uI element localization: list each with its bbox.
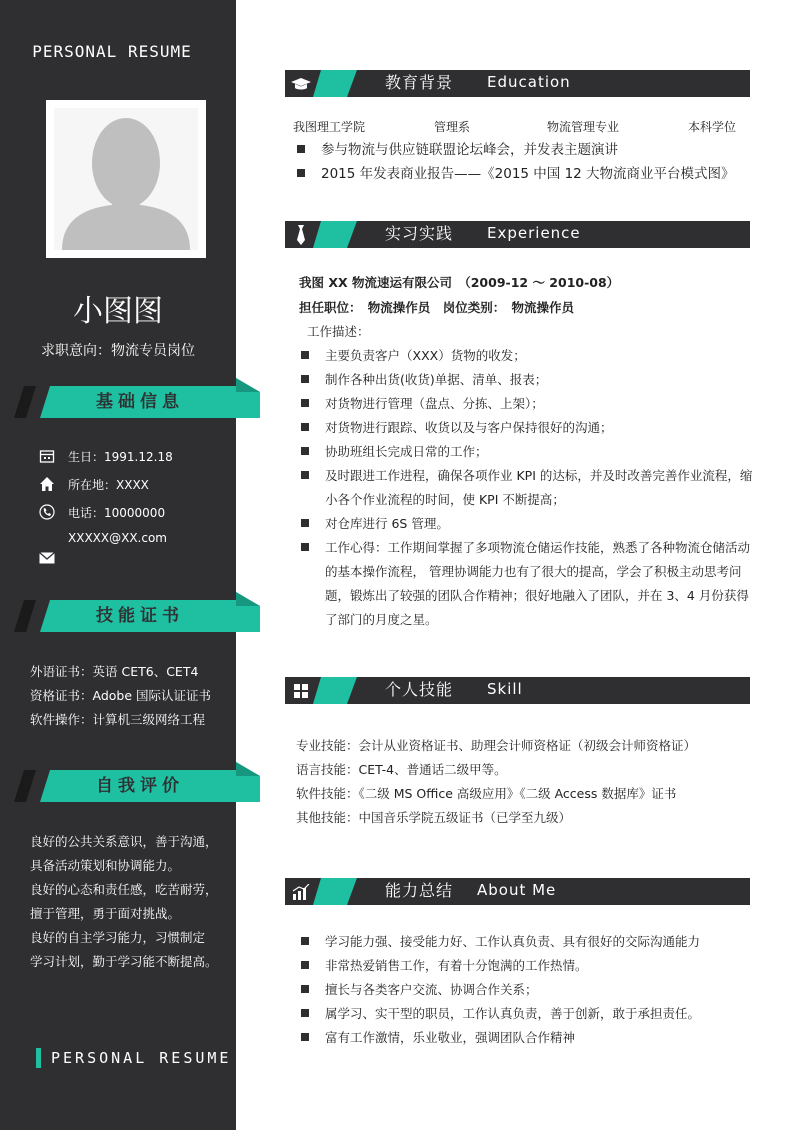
skill-header (285, 677, 750, 704)
certificates-list (30, 660, 211, 732)
skill-line: 专业技能：会计从业资格证书、助理会计师资格证（初级会计师资格证） (296, 738, 697, 753)
phone-icon (38, 503, 56, 521)
about-header (285, 878, 750, 905)
education-title-en: Education (487, 73, 571, 91)
list-item: 对仓库进行 6S 管理。 (297, 512, 759, 536)
list-item: 工作心得：工作期间掌握了多项物流仓储运作技能，熟悉了各种物流仓储活动的基本操作流程， 管理协调能力也有了很大的提高，学会了积极主动思考问题，锻炼出了较强的团队合作精神；很好地融入了团队，并在 3、4 月份获得了部门的月度之星。 (297, 536, 759, 632)
skill-list (296, 734, 696, 830)
skill-line: 其他技能：中国音乐学院五级证书（已学至九级） (296, 810, 572, 825)
certificate-line: 软件操作：计算机三级网络工程 (30, 712, 206, 727)
birthday-row (38, 446, 173, 466)
list-item: 学习能力强、接受能力好、工作认真负责、具有很好的交际沟通能力 (297, 930, 767, 954)
envelope-icon (38, 549, 56, 567)
experience-position: 担任职位： 物流操作员 岗位类别： 物流操作员 (299, 300, 575, 315)
certificate-line: 资格证书：Adobe 国际认证证书 (30, 688, 212, 703)
windows-icon (291, 681, 311, 701)
self-eval-line: 学习计划，勤于学习能不断提高。 (30, 954, 218, 969)
sidebar-top-title: PERSONAL RESUME (32, 42, 192, 61)
self-eval-banner (0, 762, 260, 806)
experience-title-en: Experience (487, 224, 581, 242)
bottom-title-text: PERSONAL RESUME (51, 1049, 232, 1067)
skill-line: 软件技能：《二级 MS Office 高级应用》《二级 Access 数据库》证书 (296, 786, 677, 801)
self-eval-line: 具备活动策划和协调能力。 (30, 858, 181, 873)
basic-info-heading: 基础信息 (96, 392, 184, 412)
bar-chart-icon (291, 882, 311, 902)
experience-items (297, 344, 759, 632)
sidebar-bottom-title (36, 1048, 231, 1068)
self-eval-line: 良好的公共关系意识，善于沟通， (30, 834, 218, 849)
education-items (293, 138, 793, 186)
experience-header (285, 221, 750, 248)
education-department: 管理系 (434, 120, 471, 134)
email-text: XXXXX@XX.com (68, 531, 167, 545)
location-text: 所在地：XXXX (68, 477, 149, 492)
self-eval-line: 良好的自主学习能力，习惯制定 (30, 930, 206, 945)
calendar-icon (38, 447, 56, 465)
experience-company: 我图 XX 物流速运有限公司 （2009-12 ～ 2010-08） (299, 275, 620, 290)
phone-row (38, 502, 165, 522)
email-icon (38, 529, 56, 547)
self-eval-heading: 自我评价 (96, 776, 184, 796)
about-title-cn: 能力总结 (385, 881, 454, 900)
self-eval-list (30, 830, 218, 974)
self-eval-line: 擅于管理，勇于面对挑战。 (30, 906, 181, 921)
list-item: 富有工作激情，乐业敬业，强调团队合作精神 (297, 1026, 767, 1050)
accent-bar (36, 1048, 41, 1068)
job-intent: 求职意向：物流专员岗位 (41, 343, 195, 359)
education-header (285, 70, 750, 97)
self-eval-line: 良好的心态和责任感，吃苦耐劳， (30, 882, 218, 897)
basic-info-banner (0, 378, 260, 422)
education-degree: 本科学位 (688, 120, 737, 134)
graduation-cap-icon (291, 74, 311, 94)
experience-title-cn: 实习实践 (385, 224, 454, 243)
skill-title-en: Skill (487, 680, 523, 698)
list-item: 属学习、实干型的职员，工作认真负责，善于创新，敢于承担责任。 (297, 1002, 767, 1026)
list-item: 擅长与各类客户交流、协调合作关系； (297, 978, 767, 1002)
about-items (297, 930, 767, 1050)
skill-title-cn: 个人技能 (385, 680, 454, 699)
list-item: 非常热爱销售工作，有着十分饱满的工作热情。 (297, 954, 767, 978)
candidate-name: 小图图 (73, 294, 163, 329)
education-school: 我图理工学院 (293, 120, 366, 134)
about-title-en: About Me (477, 881, 557, 899)
list-item: 参与物流与供应链联盟论坛峰会，并发表主题演讲 (293, 138, 793, 162)
skill-line: 语言技能：CET-4、普通话二级甲等。 (296, 762, 507, 777)
profile-photo (46, 100, 206, 258)
list-item: 及时跟进工作进程，确保各项作业 KPI 的达标，并及时改善完善作业流程，缩小各个作业流程的时间，使 KPI 不断提高； (297, 464, 759, 512)
education-major: 物流管理专业 (547, 120, 620, 134)
list-item: 主要负责客户（XXX）货物的收发； (297, 344, 759, 368)
list-item: 对货物进行跟踪、收货以及与客户保持很好的沟通； (297, 416, 759, 440)
birthday-text: 生日：1991.12.18 (68, 449, 173, 464)
education-title-cn: 教育背景 (385, 73, 454, 92)
phone-text: 电话：10000000 (68, 505, 166, 520)
certificates-heading: 技能证书 (96, 606, 184, 626)
necktie-icon (291, 225, 311, 245)
list-item: 制作各种出货(收货)单据、清单、报表； (297, 368, 759, 392)
certificate-line: 外语证书：英语 CET6、CET4 (30, 664, 199, 679)
location-row (38, 474, 149, 494)
certificates-banner (0, 592, 260, 636)
email-icon-row (38, 548, 68, 568)
list-item: 对货物进行管理（盘点、分拣、上架）； (297, 392, 759, 416)
list-item: 2015 年发表商业报告——《2015 中国 12 大物流商业平台模式图》 (293, 162, 793, 186)
avatar-silhouette-icon (54, 108, 198, 250)
experience-desc-label: 工作描述： (307, 324, 370, 339)
list-item: 协助班组长完成日常的工作； (297, 440, 759, 464)
sidebar (0, 0, 236, 1130)
home-icon (38, 475, 56, 493)
email-row (38, 528, 167, 548)
